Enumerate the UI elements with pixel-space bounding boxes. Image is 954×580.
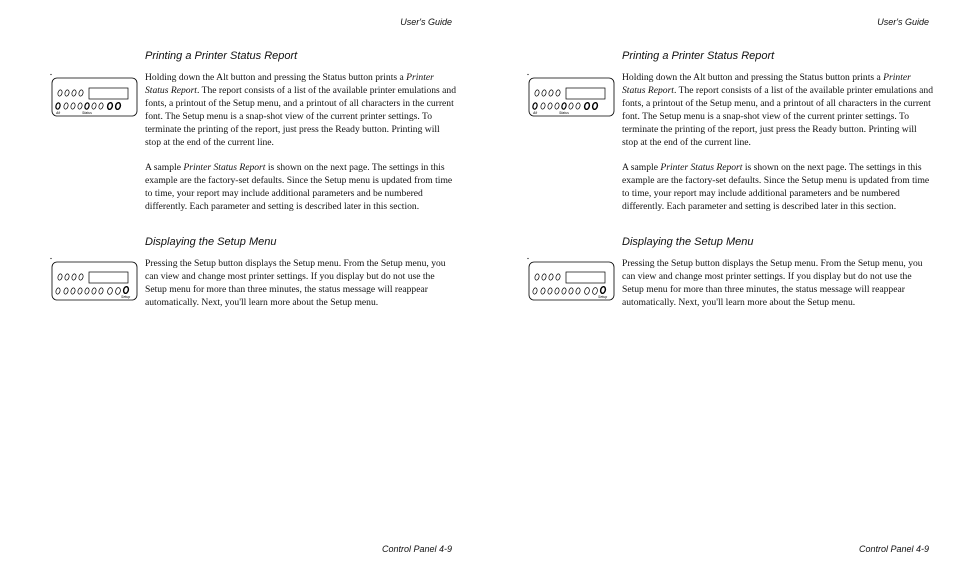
paragraph: Pressing the Setup button displays the Setup menu. From the Setup menu, you can view and change most printer settings. If you display but do not use the Setup menu for more than three minutes, the status message will reappear automatically. Next, you'll learn more about the Setup menu. (622, 258, 923, 308)
section-heading-status-report: Printing a Printer Status Report (622, 50, 775, 62)
panel-label-alt: Alt (56, 111, 61, 115)
control-panel-illustration-setup (50, 257, 140, 303)
section-heading-setup-menu: Displaying the Setup Menu (622, 236, 754, 248)
section-body-setup-menu (622, 258, 934, 310)
paragraph: A sample Printer Status Report is shown on the next page. The settings in this example are the factory-set defaults. Since the Setup menu is updated from time to time, your report may include additional parameters and be numbered differently. Each parameter and setting is described later in this section. (145, 162, 453, 213)
running-footer: Control Panel 4-9 (858, 544, 929, 554)
panel-label-alt: Alt (533, 111, 538, 115)
paragraph: Holding down the Alt button and pressing the Status button prints a Printer Status Report. The report consists of a list of the available printer emulations and fonts, a printout of the Setup menu, and a printout of all characters in the current font. The Setup menu is a snap-shot view of the current printer settings. To terminate the printing of the report, just press the Ready button. Printing will stop at the end of the current line. (622, 72, 934, 148)
control-panel-illustration-alt-status (527, 73, 617, 119)
section-body-setup-menu (145, 258, 457, 310)
panel-label-setup: Setup (121, 295, 131, 299)
running-header: User's Guide (877, 17, 929, 27)
section-heading-status-report: Printing a Printer Status Report (145, 50, 298, 62)
control-panel-illustration-alt-status (50, 73, 140, 119)
section-heading-setup-menu: Displaying the Setup Menu (145, 236, 277, 248)
control-panel-illustration-setup (527, 257, 617, 303)
panel-label-status: Status (559, 111, 569, 115)
running-footer: Control Panel 4-9 (381, 544, 452, 554)
panel-label-setup: Setup (598, 295, 608, 299)
running-header: User's Guide (400, 17, 452, 27)
section-body-status-report (145, 72, 457, 214)
paragraph: A sample Printer Status Report is shown on the next page. The settings in this example are the factory-set defaults. Since the Setup menu is updated from time to time, your report may include additional parameters and be numbered differently. Each parameter and setting is described later in this section. (622, 162, 930, 213)
section-body-status-report (622, 72, 934, 214)
right-page (477, 0, 954, 580)
panel-label-status: Status (82, 111, 92, 115)
paragraph: Holding down the Alt button and pressing the Status button prints a Printer Status Report. The report consists of a list of the available printer emulations and fonts, a printout of the Setup menu, and a printout of all characters in the current font. The Setup menu is a snap-shot view of the current printer settings. To terminate the printing of the report, just press the Ready button. Printing will stop at the end of the current line. (145, 72, 457, 148)
paragraph: Pressing the Setup button displays the Setup menu. From the Setup menu, you can view and change most printer settings. If you display but do not use the Setup menu for more than three minutes, the status message will reappear automatically. Next, you'll learn more about the Setup menu. (145, 258, 446, 308)
